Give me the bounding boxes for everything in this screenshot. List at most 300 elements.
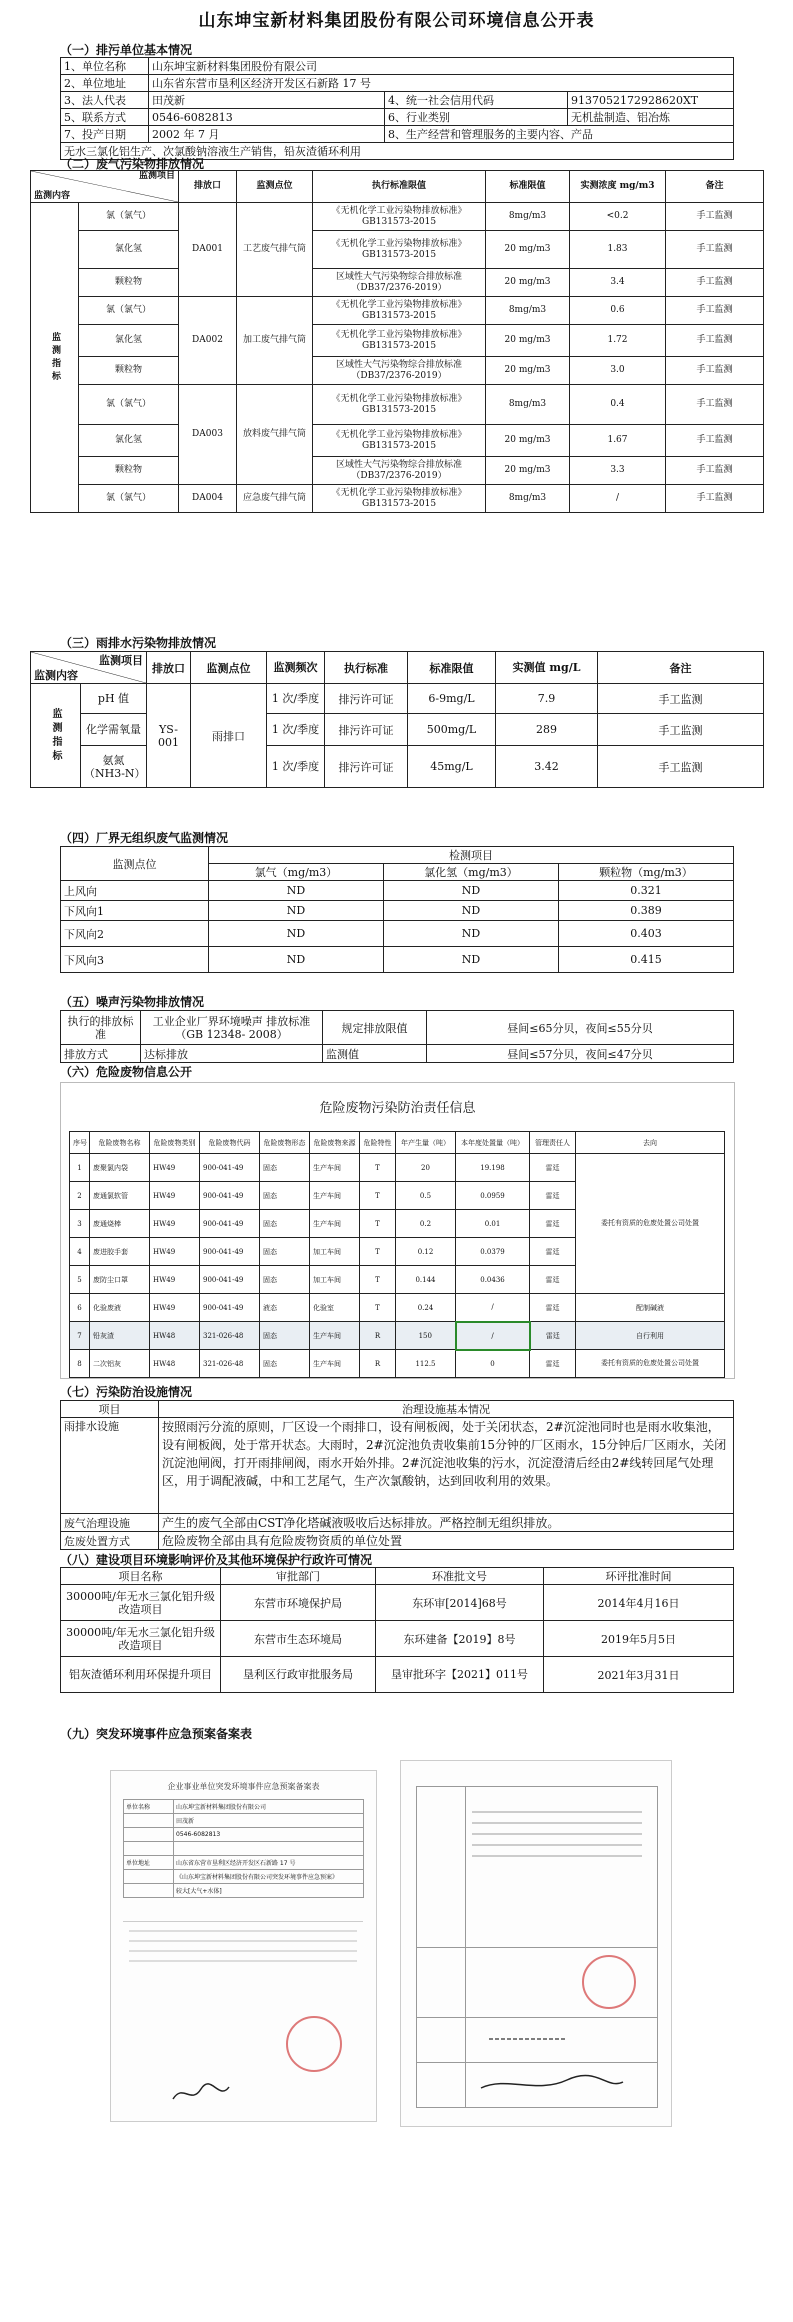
photo-cell: 山东省东营市垦利区经济开发区石新路 17 号: [174, 1856, 364, 1870]
label: 1、单位名称: [61, 58, 149, 75]
section-7-heading: （七）污染防治设施情况: [60, 1385, 193, 1399]
photo-cell: [124, 1884, 174, 1898]
hcl-value: ND: [384, 901, 559, 921]
cell: 液态: [260, 1294, 310, 1322]
monitor-point: 下风向3: [61, 947, 209, 973]
section-4-heading: （四）厂界无组织废气监测情况: [60, 831, 229, 845]
approver: 垦利区行政审批服务局: [221, 1657, 376, 1693]
cell: /: [456, 1294, 530, 1322]
text-line: [472, 1833, 642, 1835]
pollutant: 氯（氯气）: [79, 203, 179, 231]
boundary-gas-table: [60, 846, 734, 973]
note: 手工监测: [666, 357, 764, 385]
pollutant: 颗粒物: [79, 457, 179, 485]
company-seal: [286, 2016, 342, 2072]
cell: 19.198: [456, 1154, 530, 1182]
header-hcl: 氯化氢（mg/m3）: [384, 864, 559, 881]
value: 昼间≤65分贝，夜间≤55分贝: [427, 1011, 734, 1045]
monitor-point: 加工废气排气筒: [237, 297, 313, 385]
facility-description: 危险废物全部由具有危险废物资质的单位处置: [159, 1532, 734, 1550]
cell: 生产车间: [310, 1182, 360, 1210]
cell: 3: [70, 1210, 90, 1238]
cell: 化验废液: [90, 1294, 150, 1322]
cell: 雷廷: [530, 1238, 576, 1266]
project-name: 30000吨/年无水三氯化铝升级改造项目: [61, 1585, 221, 1621]
text-line: [129, 1930, 357, 1932]
label: 8、生产经营和管理服务的主要内容、产品: [385, 126, 734, 143]
limit: 20 mg/m3: [486, 269, 570, 297]
header-item: 监测项目: [99, 654, 143, 667]
value: 山东坤宝新材料集团股份有限公司: [149, 58, 734, 75]
pollutant: 颗粒物: [79, 269, 179, 297]
header-standard: 执行标准限值: [313, 171, 486, 203]
note: 手工监测: [666, 385, 764, 425]
value: 2002 年 7 月: [149, 126, 385, 143]
header-outlet: 排放口: [147, 652, 191, 684]
actual: /: [570, 485, 666, 513]
cell: 固态: [260, 1154, 310, 1182]
diagonal-header: [31, 171, 179, 203]
cell: 0.12: [396, 1238, 456, 1266]
standard: 《无机化学工业污染物排放标准》GB131573-2015: [313, 203, 486, 231]
particulate-value: 0.321: [559, 881, 734, 901]
pollutant: 氨氮（NH3-N）: [81, 746, 147, 788]
cell: 900-041-49: [200, 1294, 260, 1322]
standard: 《无机化学工业污染物排放标准》GB131573-2015: [313, 425, 486, 457]
header-chlorine: 氯气（mg/m3）: [209, 864, 384, 881]
cell: T: [360, 1266, 396, 1294]
side-label: 监测指标: [31, 684, 81, 788]
cell: 321-026-48: [200, 1350, 260, 1378]
hazardous-caption: 危险废物污染防治责任信息: [319, 1101, 476, 1116]
limit: 20 mg/m3: [486, 425, 570, 457]
cell: 雷廷: [530, 1154, 576, 1182]
th: 序号: [70, 1132, 90, 1154]
cell: R: [360, 1322, 396, 1350]
cell: 20: [396, 1154, 456, 1182]
cell: 4: [70, 1238, 90, 1266]
cell: HW48: [150, 1350, 200, 1378]
standard: 排污许可证: [325, 746, 408, 788]
pollutant: 氯化氢: [79, 425, 179, 457]
approver: 东营市环境保护局: [221, 1585, 376, 1621]
section-8-heading: （八）建设项目环境影响评价及其他环境保护行政许可情况: [60, 1553, 373, 1567]
noise-table: [60, 1010, 734, 1063]
label: 监测值: [323, 1045, 427, 1063]
cell: 生产车间: [310, 1322, 360, 1350]
header-frequency: 监测频次: [267, 652, 325, 684]
photo-cell: [124, 1828, 174, 1842]
cell: 0.01: [456, 1210, 530, 1238]
cell: 6: [70, 1294, 90, 1322]
cell: 5: [70, 1266, 90, 1294]
cell: 0.0959: [456, 1182, 530, 1210]
cell: T: [360, 1238, 396, 1266]
rainwater-table: [30, 651, 764, 788]
destination: 配制碱液: [576, 1294, 725, 1322]
monitor-point: 上风向: [61, 881, 209, 901]
cell: 雷廷: [530, 1210, 576, 1238]
side-label: 监测指标: [31, 203, 79, 513]
approval-no: 垦审批环字【2021】011号: [376, 1657, 544, 1693]
th: 危险废物类别: [150, 1132, 200, 1154]
cell: HW49: [150, 1266, 200, 1294]
chlorine-value: ND: [209, 881, 384, 901]
photo-cell: 《山东坤宝新材料集团股份有限公司突发环境事件应急预案》: [174, 1870, 364, 1884]
limit: 8mg/m3: [486, 385, 570, 425]
facility-table: [60, 1400, 734, 1550]
cell: 900-041-49: [200, 1238, 260, 1266]
photo-cell: 山东坤宝新材料集团股份有限公司: [174, 1800, 364, 1814]
limit: 20 mg/m3: [486, 457, 570, 485]
pollutant: 氯化氢: [79, 325, 179, 357]
cell: 二次铝灰: [90, 1350, 150, 1378]
header-point: 监测点位: [237, 171, 313, 203]
hcl-value: ND: [384, 921, 559, 947]
cell: 废通氯软管: [90, 1182, 150, 1210]
facility-name: 废气治理设施: [61, 1514, 159, 1532]
cell: HW49: [150, 1294, 200, 1322]
photo-cell: 单位名称: [124, 1800, 174, 1814]
actual: 7.9: [496, 684, 598, 714]
cell: 废进胶手套: [90, 1238, 150, 1266]
hazardous-waste-table: [69, 1131, 725, 1378]
diagonal-header: [31, 652, 147, 684]
cell: 0.5: [396, 1182, 456, 1210]
cell: 900-041-49: [200, 1266, 260, 1294]
business-description: 无水三氯化铝生产、次氯酸钠溶液生产销售，铅灰渣循环利用: [61, 143, 734, 160]
th: 本年度处置量（吨）: [456, 1132, 530, 1154]
standard: 《无机化学工业污染物排放标准》GB131573-2015: [313, 325, 486, 357]
th: 危险特性: [360, 1132, 396, 1154]
cell: 1: [70, 1154, 90, 1182]
th: 危险废物名称: [90, 1132, 150, 1154]
label: 7、投产日期: [61, 126, 149, 143]
header-point: 监测点位: [191, 652, 267, 684]
section-6-heading: （六）危险废物信息公开: [60, 1065, 193, 1079]
header-content: 监测内容: [34, 191, 71, 201]
text-line: [472, 1844, 642, 1846]
cell: 150: [396, 1322, 456, 1350]
limit: 8mg/m3: [486, 485, 570, 513]
header-limit: 标准限值: [486, 171, 570, 203]
text-line: [472, 1811, 642, 1813]
cell: 900-041-49: [200, 1182, 260, 1210]
header-description: 治理设施基本情况: [159, 1401, 734, 1418]
cell: 固态: [260, 1350, 310, 1378]
hcl-value: ND: [384, 881, 559, 901]
text-line: [129, 1950, 357, 1952]
limit: 20 mg/m3: [486, 231, 570, 269]
value: 91370521729286​20XT: [568, 92, 734, 109]
monitor-point: 雨排口: [191, 684, 267, 788]
filing-form-table: [123, 1799, 364, 1898]
limit: 500mg/L: [408, 714, 496, 746]
limit: 6-9mg/L: [408, 684, 496, 714]
particulate-value: 0.415: [559, 947, 734, 973]
chlorine-value: ND: [209, 947, 384, 973]
header-actual: 实测浓度 mg/m3: [570, 171, 666, 203]
header-item: 监测项目: [138, 171, 175, 181]
facility-name: 雨排水设施: [61, 1418, 159, 1514]
standard: 《无机化学工业污染物排放标准》GB131573-2015: [313, 297, 486, 325]
filing-form-divider: [417, 2062, 657, 2063]
filing-form-divider: [417, 2017, 657, 2018]
th: 项目名称: [61, 1568, 221, 1585]
label: 4、统一社会信用代码: [385, 92, 568, 109]
chlorine-value: ND: [209, 921, 384, 947]
standard: 《无机化学工业污染物排放标准》GB131573-2015: [313, 231, 486, 269]
value: 山东省东营市垦利区经济开发区石新路 17 号: [149, 75, 734, 92]
cell: 0.2: [396, 1210, 456, 1238]
cell: 固态: [260, 1210, 310, 1238]
page-title: 山东坤宝新材料集团股份有限公司环境信息公开表: [198, 11, 595, 31]
outlet: DA002: [179, 297, 237, 385]
section-9-heading: （九）突发环境事件应急预案备案表: [60, 1727, 253, 1741]
cell: HW49: [150, 1210, 200, 1238]
section-2-heading: （二）废气污染物排放情况: [60, 157, 205, 171]
approval-date: 2014年4月16日: [544, 1585, 734, 1621]
standard: 排污许可证: [325, 684, 408, 714]
th: 管理责任人: [530, 1132, 576, 1154]
frequency: 1 次/季度: [267, 746, 325, 788]
th: 环准批文号: [376, 1568, 544, 1585]
value: 工业企业厂界环境噪声 排放标准（GB 12348- 2008）: [141, 1011, 323, 1045]
header-items: 检测项目: [209, 847, 734, 864]
standard: 区域性大气污染物综合排放标准（DB37/2376-2019）: [313, 357, 486, 385]
cell: 321-026-48: [200, 1322, 260, 1350]
monitor-point: 下风向1: [61, 901, 209, 921]
photo-cell: [124, 1870, 174, 1884]
cell: 生产车间: [310, 1154, 360, 1182]
text-line: [472, 1855, 642, 1857]
cell: 0: [456, 1350, 530, 1378]
standard: 《无机化学工业污染物排放标准》GB131573-2015: [313, 485, 486, 513]
monitor-point: 放料废气排气筒: [237, 385, 313, 485]
value: 达标排放: [141, 1045, 323, 1063]
cell: 废通烧棒: [90, 1210, 150, 1238]
destination: 委托有资质的危废处置公司处置: [576, 1350, 725, 1378]
filing-form-photo-1: [110, 1770, 377, 2122]
cell: R: [360, 1350, 396, 1378]
th: 环评批准时间: [544, 1568, 734, 1585]
photo-cell: 单位地址: [124, 1856, 174, 1870]
cell: 化验室: [310, 1294, 360, 1322]
cell: 7: [70, 1322, 90, 1350]
cell: T: [360, 1294, 396, 1322]
actual: 3.3: [570, 457, 666, 485]
exhaust-gas-table: [30, 170, 764, 513]
approval-date: 2021年3月31日: [544, 1657, 734, 1693]
outlet: DA003: [179, 385, 237, 485]
cell: HW49: [150, 1154, 200, 1182]
value: 田茂新: [149, 92, 385, 109]
header-content: 监测内容: [34, 669, 78, 682]
header-item: 项目: [61, 1401, 159, 1418]
note: 手工监测: [598, 684, 764, 714]
actual: 289: [496, 714, 598, 746]
photo-cell: [124, 1814, 174, 1828]
section-5-heading: （五）噪声污染物排放情况: [60, 995, 205, 1009]
note: 手工监测: [666, 231, 764, 269]
handwritten-number: [487, 2027, 567, 2049]
approver: 东营市生态环境局: [221, 1621, 376, 1657]
note: 手工监测: [666, 485, 764, 513]
note: 手工监测: [666, 269, 764, 297]
actual: 3.0: [570, 357, 666, 385]
approval-no: 东环建备【2019】8号: [376, 1621, 544, 1657]
label: 规定排放限值: [323, 1011, 427, 1045]
actual: 3.42: [496, 746, 598, 788]
section-3-heading: （三）雨排水污染物排放情况: [60, 636, 217, 650]
cell: 生产车间: [310, 1350, 360, 1378]
photo-cell: 0546-6082813: [174, 1828, 364, 1842]
th: 危险废物代码: [200, 1132, 260, 1154]
approval-date: 2019年5月5日: [544, 1621, 734, 1657]
actual: 1.72: [570, 325, 666, 357]
cell: T: [360, 1210, 396, 1238]
filing-form-title: 企业事业单位突发环境事件应急预案备案表: [167, 1782, 320, 1791]
signature: [171, 2081, 231, 2105]
frequency: 1 次/季度: [267, 714, 325, 746]
facility-description: 产生的废气全部由CST净化塔碱液吸收后达标排放。严格控制无组织排放。: [159, 1514, 734, 1532]
cell: HW49: [150, 1182, 200, 1210]
eia-table: [60, 1567, 734, 1693]
handwritten-note: [477, 2072, 627, 2096]
header-particulate: 颗粒物（mg/m3）: [559, 864, 734, 881]
monitor-point: 工艺废气排气筒: [237, 203, 313, 297]
pollutant: 化学需氧量: [81, 714, 147, 746]
cell: 0.0436: [456, 1266, 530, 1294]
pollutant: pH 值: [81, 684, 147, 714]
cell: 900-041-49: [200, 1210, 260, 1238]
text-line: [129, 1940, 357, 1942]
outlet: YS-001: [147, 684, 191, 788]
approval-no: 东环审[2014]68号: [376, 1585, 544, 1621]
standard: 排污许可证: [325, 714, 408, 746]
header-point: 监测点位: [61, 847, 209, 881]
cell: 雷廷: [530, 1350, 576, 1378]
note: 手工监测: [666, 425, 764, 457]
filing-form-photo-2: [400, 1760, 672, 2127]
header-note: 备注: [598, 652, 764, 684]
th: 危险废物形态: [260, 1132, 310, 1154]
photo-cell: 田茂新: [174, 1814, 364, 1828]
cell: T: [360, 1154, 396, 1182]
note: 手工监测: [666, 325, 764, 357]
cell: 生产车间: [310, 1210, 360, 1238]
cell: 固态: [260, 1182, 310, 1210]
value: 昼间≤57分贝，夜间≤47分贝: [427, 1045, 734, 1063]
photo-cell: [174, 1842, 364, 1856]
limit: 20 mg/m3: [486, 325, 570, 357]
cell: 加工车间: [310, 1266, 360, 1294]
cell: HW48: [150, 1322, 200, 1350]
note: 手工监测: [666, 203, 764, 231]
cell: 加工车间: [310, 1238, 360, 1266]
facility-name: 危废处置方式: [61, 1532, 159, 1550]
cell: T: [360, 1182, 396, 1210]
filing-form-frame: [416, 1786, 658, 2108]
cell: 2: [70, 1182, 90, 1210]
section-1-heading: （一）排污单位基本情况: [60, 43, 193, 57]
actual: 1.67: [570, 425, 666, 457]
cell: 铅灰渣: [90, 1322, 150, 1350]
photo-cell: [124, 1842, 174, 1856]
standard: 区域性大气污染物综合排放标准（DB37/2376-2019）: [313, 457, 486, 485]
header-note: 备注: [666, 171, 764, 203]
pollutant: 氯（氯气）: [79, 485, 179, 513]
cell: 900-041-49: [200, 1154, 260, 1182]
actual: <0.2: [570, 203, 666, 231]
pollutant: 氯（氯气）: [79, 297, 179, 325]
limit: 45mg/L: [408, 746, 496, 788]
monitor-point: 应急废气排气筒: [237, 485, 313, 513]
standard: 《无机化学工业污染物排放标准》GB131573-2015: [313, 385, 486, 425]
facility-description: 按照雨污分流的原则，厂区设一个雨排口，设有闸板阀，处于关闭状态，2#沉淀池同时也是雨水收集池，设有闸板阀，处于常开状态。大雨时，2#沉淀池负责收集前15分钟的厂区雨水，15分钟后厂区雨水，关闭沉淀池闸阀，打开雨排闸阀，雨水开始外排。2#沉淀池收集的污水，沉淀澄清后经由2#线转回尾气处理区，用于调配液碱，中和工艺尾气，生产次氯酸钠，达到回收利用的效果。: [159, 1418, 734, 1514]
header-limit: 标准限值: [408, 652, 496, 684]
destination: 自行利用: [576, 1322, 725, 1350]
cell: /: [456, 1322, 530, 1350]
project-name: 30000吨/年无水三氯化铝升级改造项目: [61, 1621, 221, 1657]
hazardous-waste-image: [60, 1082, 735, 1379]
note: 手工监测: [598, 746, 764, 788]
cell: HW49: [150, 1238, 200, 1266]
monitor-point: 下风向2: [61, 921, 209, 947]
th: 去向: [576, 1132, 725, 1154]
header-actual: 实测值 mg/L: [496, 652, 598, 684]
note: 手工监测: [666, 457, 764, 485]
cell: 废聚氯内袋: [90, 1154, 150, 1182]
cell: 雷廷: [530, 1294, 576, 1322]
cell: 雷廷: [530, 1322, 576, 1350]
cell: 固态: [260, 1238, 310, 1266]
pollutant: 氯化氢: [79, 231, 179, 269]
actual: 0.4: [570, 385, 666, 425]
project-name: 铝灰渣循环利用环保提升项目: [61, 1657, 221, 1693]
actual: 1.83: [570, 231, 666, 269]
cell: 雷廷: [530, 1266, 576, 1294]
cell: 0.24: [396, 1294, 456, 1322]
note: 手工监测: [598, 714, 764, 746]
standard: 区域性大气污染物综合排放标准（DB37/2376-2019）: [313, 269, 486, 297]
cell: 固态: [260, 1322, 310, 1350]
hcl-value: ND: [384, 947, 559, 973]
agency-seal: [582, 1955, 636, 2009]
label: 3、法人代表: [61, 92, 149, 109]
destination: 委托有资质的危废处置公司处置: [576, 1154, 725, 1294]
actual: 0.6: [570, 297, 666, 325]
text-line: [472, 1822, 642, 1824]
label: 5、联系方式: [61, 109, 149, 126]
note: 手工监测: [666, 297, 764, 325]
cell: 8: [70, 1350, 90, 1378]
pollutant: 颗粒物: [79, 357, 179, 385]
label: 6、行业类别: [385, 109, 568, 126]
th: 审批部门: [221, 1568, 376, 1585]
text-line: [129, 1960, 357, 1962]
chlorine-value: ND: [209, 901, 384, 921]
header-standard: 执行标准: [325, 652, 408, 684]
cell: 废防尘口罩: [90, 1266, 150, 1294]
limit: 20 mg/m3: [486, 357, 570, 385]
limit: 8mg/m3: [486, 203, 570, 231]
particulate-value: 0.389: [559, 901, 734, 921]
label: 执行的排放标准: [61, 1011, 141, 1045]
filing-form-divider: [417, 1947, 657, 1948]
th: 年产生量（吨）: [396, 1132, 456, 1154]
pollutant: 氯（氯气）: [79, 385, 179, 425]
